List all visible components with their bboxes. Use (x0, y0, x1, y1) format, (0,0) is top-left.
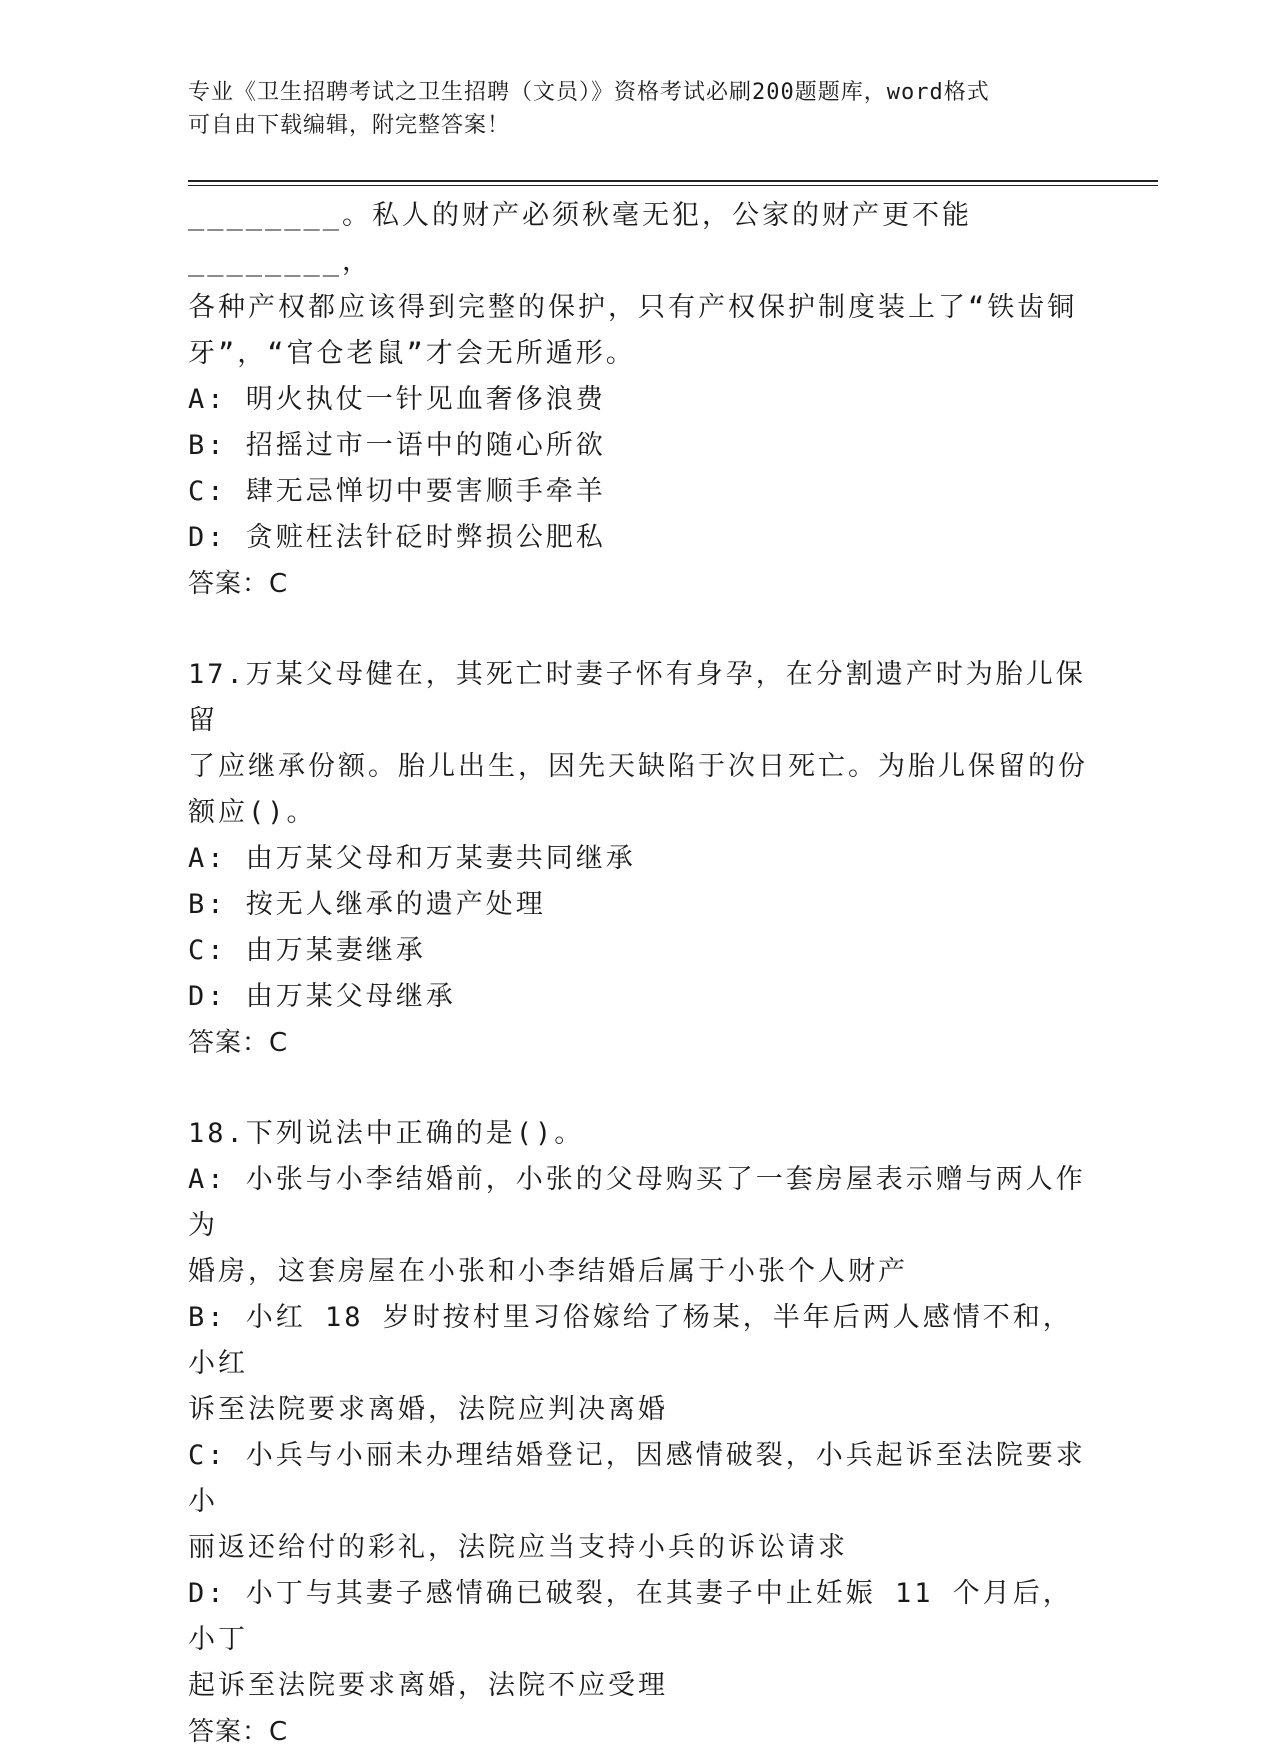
option-d: D: 由万某父母继承 (188, 981, 456, 1012)
header-title-line-1: 专业《卫生招聘考试之卫生招聘（文员）》资格考试必刷200题题库，word格式 (188, 80, 990, 105)
option-a: A: 小张与小李结婚前，小张的父母购买了一套房屋表示赠与两人作为 (188, 1164, 1086, 1241)
answer-line: 答案：C (188, 1717, 289, 1747)
option-d: D: 贪赃枉法针砭时弊损公肥私 (188, 522, 606, 553)
question-16 (188, 193, 1098, 607)
document-header (188, 76, 1088, 142)
spacer (188, 1066, 1098, 1111)
option-a: A: 明火执仗一针见血奢侈浪费 (188, 384, 606, 415)
question-stem-line: 额应()。 (188, 797, 317, 828)
question-stem-line: 牙”，“官仓老鼠”才会无所遁形。 (188, 338, 636, 369)
option-c-continued: 丽返还给付的彩礼，法院应当支持小兵的诉讼请求 (188, 1532, 848, 1563)
answer-line: 答案：C (188, 569, 289, 599)
header-title-line-2: 可自由下载编辑，附完整答案！ (188, 113, 511, 138)
option-d: D: 小丁与其妻子感情确已破裂，在其妻子中止妊娠 11 个月后，小丁 (188, 1578, 1073, 1655)
document-body (188, 193, 1098, 1755)
option-b: B: 按无人继承的遗产处理 (188, 889, 546, 920)
spacer (188, 607, 1098, 652)
option-b-continued: 诉至法院要求离婚，法院应判决离婚 (188, 1394, 668, 1425)
question-18 (188, 1111, 1098, 1755)
option-b: B: 招摇过市一语中的随心所欲 (188, 430, 606, 461)
question-stem-line: 17.万某父母健在，其死亡时妻子怀有身孕，在分割遗产时为胎儿保留 (188, 659, 1086, 736)
option-d-continued: 起诉至法院要求离婚，法院不应受理 (188, 1670, 668, 1701)
question-17 (188, 652, 1098, 1066)
option-b: B: 小红 18 岁时按村里习俗嫁给了杨某，半年后两人感情不和，小红 (188, 1302, 1073, 1379)
option-c: C: 肆无忌惮切中要害顺手牵羊 (188, 476, 606, 507)
option-c: C: 由万某妻继承 (188, 935, 426, 966)
option-c: C: 小兵与小丽未办理结婚登记，因感情破裂，小兵起诉至法院要求小 (188, 1440, 1086, 1517)
header-divider-thin (188, 185, 1158, 186)
question-stem-line: ________。私人的财产必须秋毫无犯，公家的财产更不能________， (188, 200, 973, 277)
answer-line: 答案：C (188, 1028, 289, 1058)
question-stem-line: 各种产权都应该得到完整的保护，只有产权保护制度装上了“铁齿铜 (188, 292, 1078, 323)
question-stem-line: 18.下列说法中正确的是()。 (188, 1118, 585, 1149)
question-stem-line: 了应继承份额。胎儿出生，因先天缺陷于次日死亡。为胎儿保留的份 (188, 751, 1088, 782)
option-a: A: 由万某父母和万某妻共同继承 (188, 843, 636, 874)
option-a-continued: 婚房，这套房屋在小张和小李结婚后属于小张个人财产 (188, 1256, 908, 1287)
header-divider-thick (188, 180, 1158, 182)
